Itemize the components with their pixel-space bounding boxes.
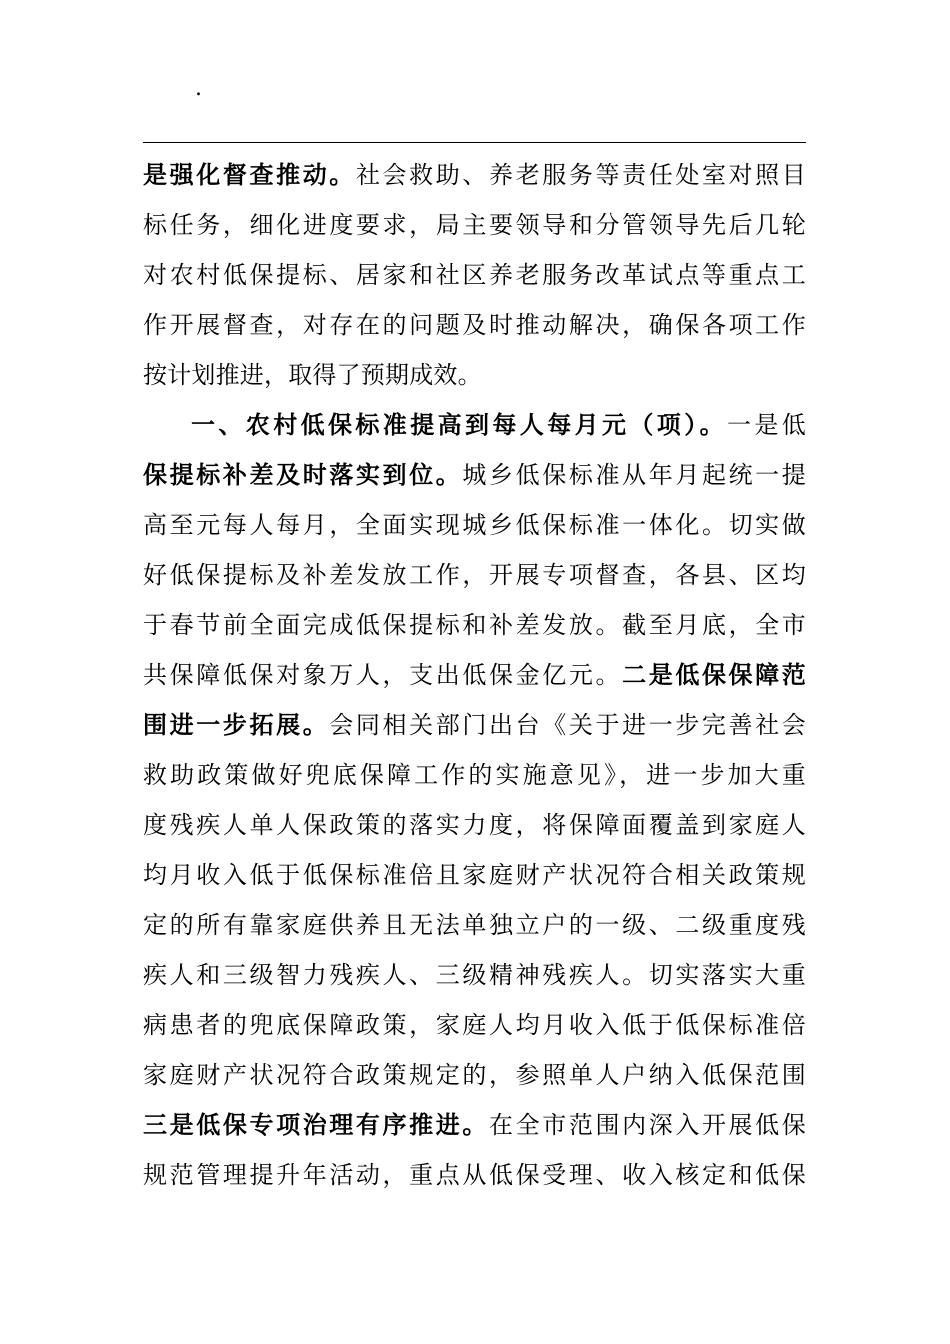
- text-line: [143, 500, 806, 550]
- header-rule: [143, 142, 806, 143]
- text-segment: 按计划推进，取得了预期成效。: [143, 361, 482, 389]
- text-line: [143, 600, 806, 650]
- text-line: [143, 1050, 806, 1100]
- body-text: [143, 150, 806, 1200]
- bold-text-segment: 二是低保保障范: [622, 660, 806, 689]
- text-line: [143, 1100, 806, 1150]
- text-line: [143, 450, 806, 500]
- text-segment: 好低保提标及补差发放工作，开展专项督查，各县、区均: [143, 561, 806, 589]
- bold-text-segment: 一、农村低保标准提高到每人每月元（项）。: [191, 410, 727, 439]
- text-segment: 对农村低保提标、居家和社区养老服务改革试点等重点工: [143, 261, 806, 289]
- text-line: [143, 250, 806, 300]
- header-mark: .: [195, 76, 202, 101]
- text-line: [143, 150, 806, 200]
- text-line: [143, 850, 806, 900]
- text-segment: 社会救助、养老服务等责任处室对照目: [355, 161, 806, 189]
- text-segment: 度残疾人单人保政策的落实力度，将保障面覆盖到家庭人: [143, 811, 806, 839]
- text-segment: 规范管理提升年活动，重点从低保受理、收入核定和低保: [143, 1161, 806, 1189]
- text-line: [143, 300, 806, 350]
- bold-text-segment: 保提标补差及时落实到位。: [143, 460, 463, 489]
- text-segment: 救助政策做好兜底保障工作的实施意见》，进一步加大重: [143, 761, 806, 789]
- text-line: [143, 350, 806, 400]
- text-segment: 作开展督查，对存在的问题及时推动解决，确保各项工作: [143, 311, 806, 339]
- text-segment: 城乡低保标准从年月起统一提: [462, 461, 806, 489]
- bold-text-segment: 是强化督查推动。: [143, 160, 356, 189]
- text-segment: 于春节前全面完成低保提标和补差发放。截至月底，全市: [143, 611, 806, 639]
- text-line: [143, 550, 806, 600]
- text-segment: 病患者的兜底保障政策，家庭人均月收入低于低保标准倍: [143, 1011, 806, 1039]
- text-segment: 家庭财产状况符合政策规定的，参照单人户纳入低保范围: [143, 1061, 806, 1089]
- text-segment: 高至元每人每月，全面实现城乡低保标准一体化。切实做: [143, 511, 806, 539]
- text-line: [143, 800, 806, 850]
- text-line: [143, 1000, 806, 1050]
- text-line: [143, 950, 806, 1000]
- bold-text-segment: 围进一步拓展。: [143, 710, 330, 739]
- text-segment: 均月收入低于低保标准倍且家庭财产状况符合相关政策规: [143, 861, 806, 889]
- text-segment: 定的所有靠家庭供养且无法单独立户的一级、二级重度残: [143, 911, 806, 939]
- text-line: [143, 700, 806, 750]
- text-line: [143, 650, 806, 700]
- text-segment: 疾人和三级智力残疾人、三级精神残疾人。切实落实大重: [143, 961, 806, 989]
- text-line: [143, 200, 806, 250]
- text-line: [143, 750, 806, 800]
- text-segment: 标任务，细化进度要求，局主要领导和分管领导先后几轮: [143, 211, 806, 239]
- bold-text-segment: 三是低保专项治理有序推进。: [143, 1110, 490, 1139]
- text-segment: 共保障低保对象万人，支出低保金亿元。: [143, 661, 623, 689]
- text-line: [143, 400, 806, 450]
- text-segment: 在全市范围内深入开展低保: [489, 1111, 806, 1139]
- text-line: [143, 900, 806, 950]
- text-segment: 会同相关部门出台《关于进一步完善社会: [329, 711, 806, 739]
- text-segment: 一是低: [727, 411, 806, 439]
- text-line: [143, 1150, 806, 1200]
